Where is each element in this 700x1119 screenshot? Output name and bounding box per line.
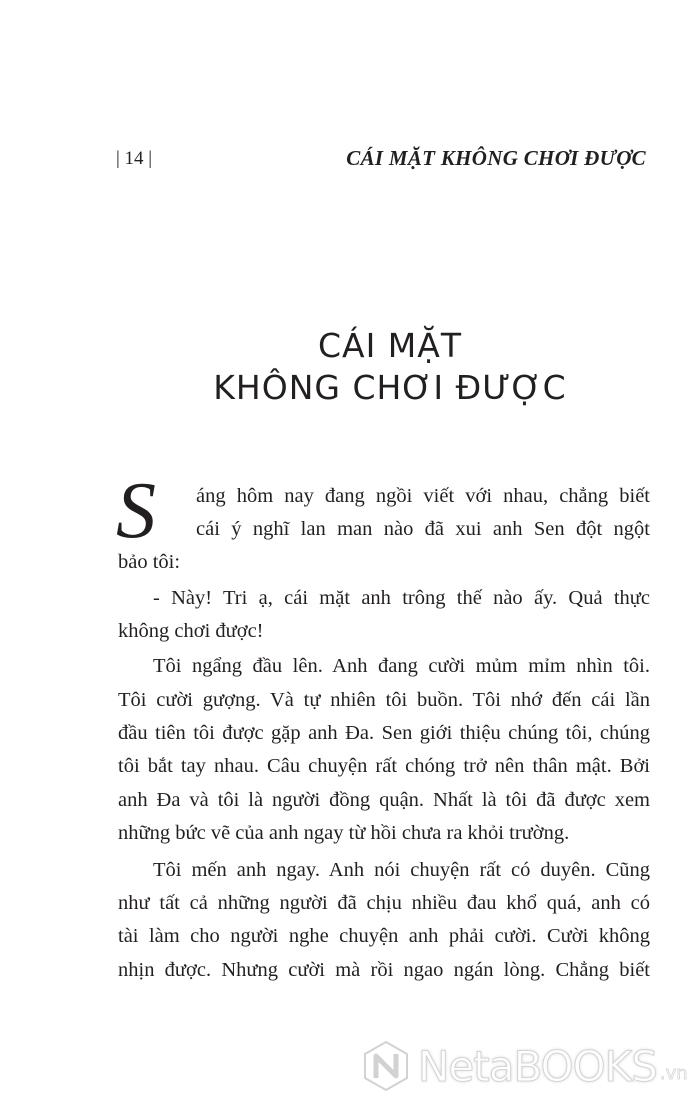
chapter-title-line-2: KHÔNG CHƠI ĐƯỢC xyxy=(213,368,567,407)
body-line: anh Đa và tôi là người đồng quận. Nhất là tôi đã được xem xyxy=(118,789,650,811)
body-line: Tôi cười gượng. Và tự nhiên tôi buồn. Tôi nhớ đến cái lần xyxy=(118,689,650,711)
body-line: những bức vẽ của anh ngay từ hồi chưa ra khỏi trường. xyxy=(118,822,570,844)
body-line: đầu tiên tôi được gặp anh Đa. Sen giới thiệu chúng tôi, chúng xyxy=(118,722,650,744)
body-line: cái ý nghĩ lan man nào đã xui anh Sen đột ngột xyxy=(196,518,650,540)
body-line: bảo tôi: xyxy=(118,551,181,573)
body-line: tôi bắt tay nhau. Câu chuyện rất chóng trở nên thân mật. Bởi xyxy=(118,755,650,777)
body-line: Tôi mến anh ngay. Anh nói chuyện rất có duyên. Cũng xyxy=(153,859,650,881)
body-line: nhịn được. Nhưng cười mà rồi ngao ngán lòng. Chẳng biết xyxy=(118,959,650,981)
page-number: | 14 | xyxy=(116,148,153,169)
body-line: tài làm cho người nghe chuyện anh phải cười. Cười không xyxy=(118,925,650,947)
watermark-brand: NetaBOOKS xyxy=(418,1041,657,1091)
body-line: áng hôm nay đang ngồi viết với nhau, chẳng biết xyxy=(196,485,650,507)
drop-cap: S xyxy=(116,467,156,555)
netabooks-watermark xyxy=(362,1040,688,1092)
body-line: như tất cả những người đã chịu nhiều đau khổ quá, anh có xyxy=(118,892,650,914)
body-line: - Này! Tri ạ, cái mặt anh trông thế nào ấy. Quả thực xyxy=(153,587,650,609)
body-line: Tôi ngẩng đầu lên. Anh đang cười mủm mỉm nhìn tôi. xyxy=(153,655,650,677)
netabooks-logo-icon xyxy=(362,1040,410,1092)
watermark-suffix: .vn xyxy=(659,1062,688,1084)
running-header-title: CÁI MẶT KHÔNG CHƠI ĐƯỢC xyxy=(346,146,646,170)
chapter-title-line-1: CÁI MẶT xyxy=(317,326,463,365)
body-line: không chơi được! xyxy=(118,620,264,642)
